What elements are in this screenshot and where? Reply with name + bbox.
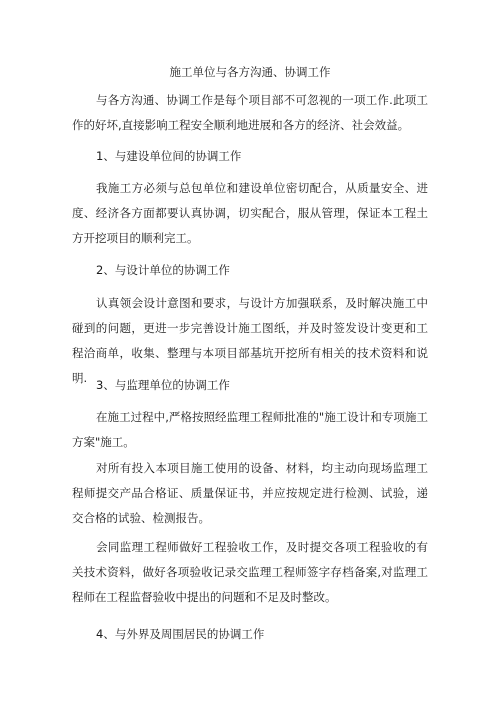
section-3-paragraph-1: 在施工过程中,严格按照经监理工程师批准的"施工设计和专项施工方案"施工。 bbox=[72, 410, 428, 449]
section-4-heading: 4、与外界及周围居民的协调工作 bbox=[96, 627, 265, 641]
section-2-paragraph-1: 认真领会设计意图和要求，与设计方加强联系，及时解决施工中碰到的问题，更进一步完善设计施工图纸，并及时签发设计变更和工程洽商单，收集、整理与本项目部基坑开挖所有相关的技术资料和说明. bbox=[72, 296, 428, 385]
section-1-paragraph-1: 我施工方必须与总包单位和建设单位密切配合，从质量安全、进度、经济各方面都要认真协调，切实配合，服从管理，保证本工程土方开挖项目的顺利完工。 bbox=[72, 181, 428, 245]
intro-paragraph: 与各方沟通、协调工作是每个项目部不可忽视的一项工作.此项工作的好坏,直接影响工程安全顺利地进展和各方的经济、社会效益。 bbox=[72, 93, 428, 132]
section-3-paragraph-2: 对所有投入本项目施工使用的设备、材料，均主动向现场监理工程师提交产品合格证、质量保证书，并应按规定进行检测、试验，递交合格的试验、检测报告。 bbox=[72, 461, 428, 525]
section-2-heading: 2、与设计单位的协调工作 bbox=[96, 263, 230, 277]
section-1-heading: 1、与建设单位间的协调工作 bbox=[96, 149, 242, 163]
document-title: 施工单位与各方沟通、协调工作 bbox=[169, 65, 331, 79]
section-3-paragraph-3: 会同监理工程师做好工程验收工作，及时提交各项工程验收的有关技术资料，做好各项验收记录交监理工程师签字存档备案,对监理工程师在工程监督验收中提出的问题和不足及时整改。 bbox=[72, 540, 428, 604]
section-3-heading: 3、与监理单位的协调工作 bbox=[96, 378, 230, 392]
